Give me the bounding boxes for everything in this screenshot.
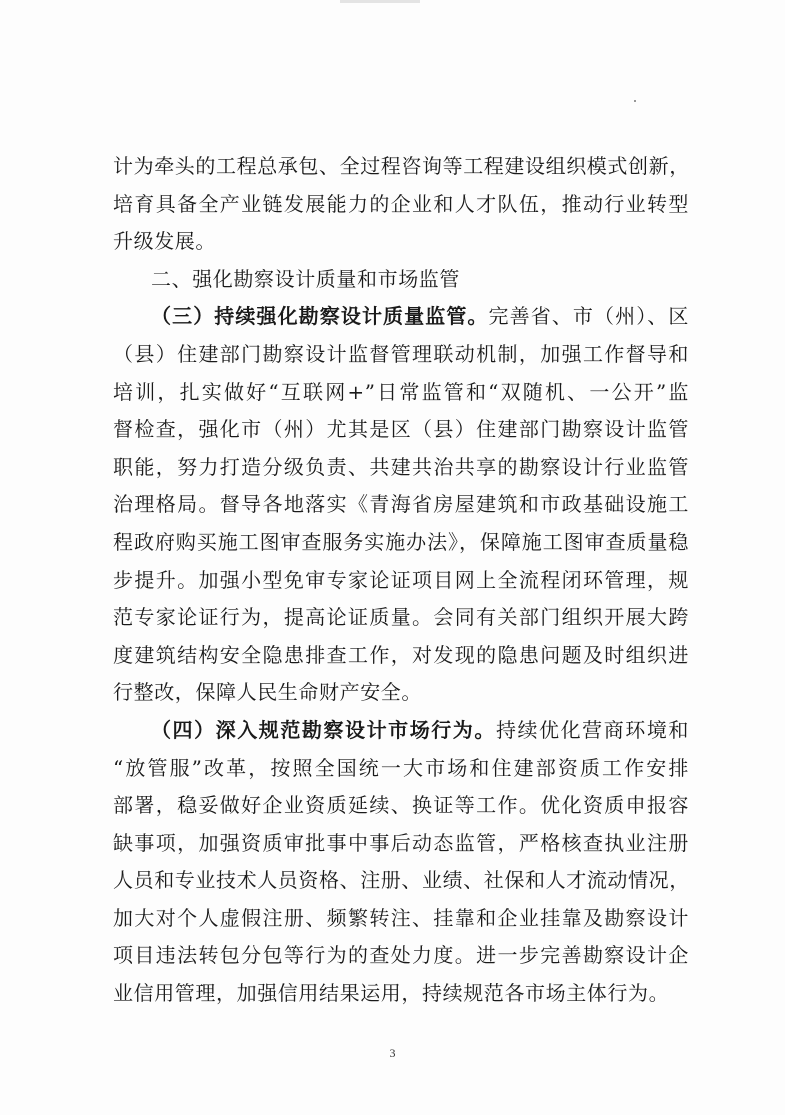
text-run: 持续优化营商环境和 (495, 717, 689, 742)
text-line: 培育具备全产业链发展能力的企业和人才队伍，推动行业转型 (113, 191, 689, 216)
text-line: 督检查，强化市（州）尤其是区（县）住建部门勘察设计监管 (113, 417, 689, 442)
text-line: 缺事项，加强资质审批事中事后动态监管，严格核查执业注册 (113, 830, 689, 855)
text-line: 职能，努力打造分级负责、共建共治共享的勘察设计行业监管 (113, 454, 689, 479)
text-line: 升级发展。 (113, 229, 216, 254)
text-line: 人员和专业技术人员资格、注册、业绩、社保和人才流动情况， (113, 868, 690, 893)
scan-mark (340, 0, 420, 3)
text-line: 项目违法转包分包等行为的查处力度。进一步完善勘察设计企 (113, 943, 689, 968)
text-line: 部署，稳妥做好企业资质延续、换证等工作。优化资质申报容 (113, 793, 689, 818)
text-line: 程政府购买施工图审查服务实施办法》，保障施工图审查质量稳 (113, 529, 689, 554)
text-line: 度建筑结构安全隐患排查工作，对发现的隐患问题及时组织进 (113, 642, 689, 667)
text-line: （县）住建部门勘察设计监督管理联动机制，加强工作督导和 (113, 341, 689, 366)
text-line: 加大对个人虚假注册、频繁转注、挂靠和企业挂靠及勘察设计 (113, 905, 689, 930)
subsection-line (113, 712, 689, 750)
page-number: 3 (389, 1046, 396, 1060)
text-line: 治理格局。督导各地落实《青海省房屋建筑和市政基础设施工 (113, 492, 689, 517)
text-line: 步提升。加强小型免审专家论证项目网上全流程闭环管理，规 (113, 567, 689, 592)
subsection-line (113, 298, 689, 336)
text-line: 培训，扎实做好“互联网+”日常监管和“双随机、一公开”监 (113, 379, 689, 404)
text-line: “放管服”改革，按照全国统一大市场和住建部资质工作安排 (113, 755, 689, 780)
text-line: 行整改，保障人民生命财产安全。 (113, 680, 422, 705)
text-run: 完善省、市（州）、区 (488, 304, 689, 329)
subsection-title: （四）深入规范勘察设计市场行为。 (151, 717, 496, 742)
text-line: 业信用管理，加强信用结果运用，持续规范各市场主体行为。 (113, 981, 670, 1006)
body-text (113, 148, 689, 1013)
scan-dot (634, 100, 636, 102)
text-line: 计为牵头的工程总承包、全过程咨询等工程建设组织模式创新， (113, 154, 690, 178)
section-heading: 二、强化勘察设计质量和市场监管 (151, 266, 460, 291)
text-line: 范专家论证行为，提高论证质量。会同有关部门组织开展大跨 (113, 605, 689, 630)
subsection-title: （三）持续强化勘察设计质量监管。 (151, 304, 489, 329)
